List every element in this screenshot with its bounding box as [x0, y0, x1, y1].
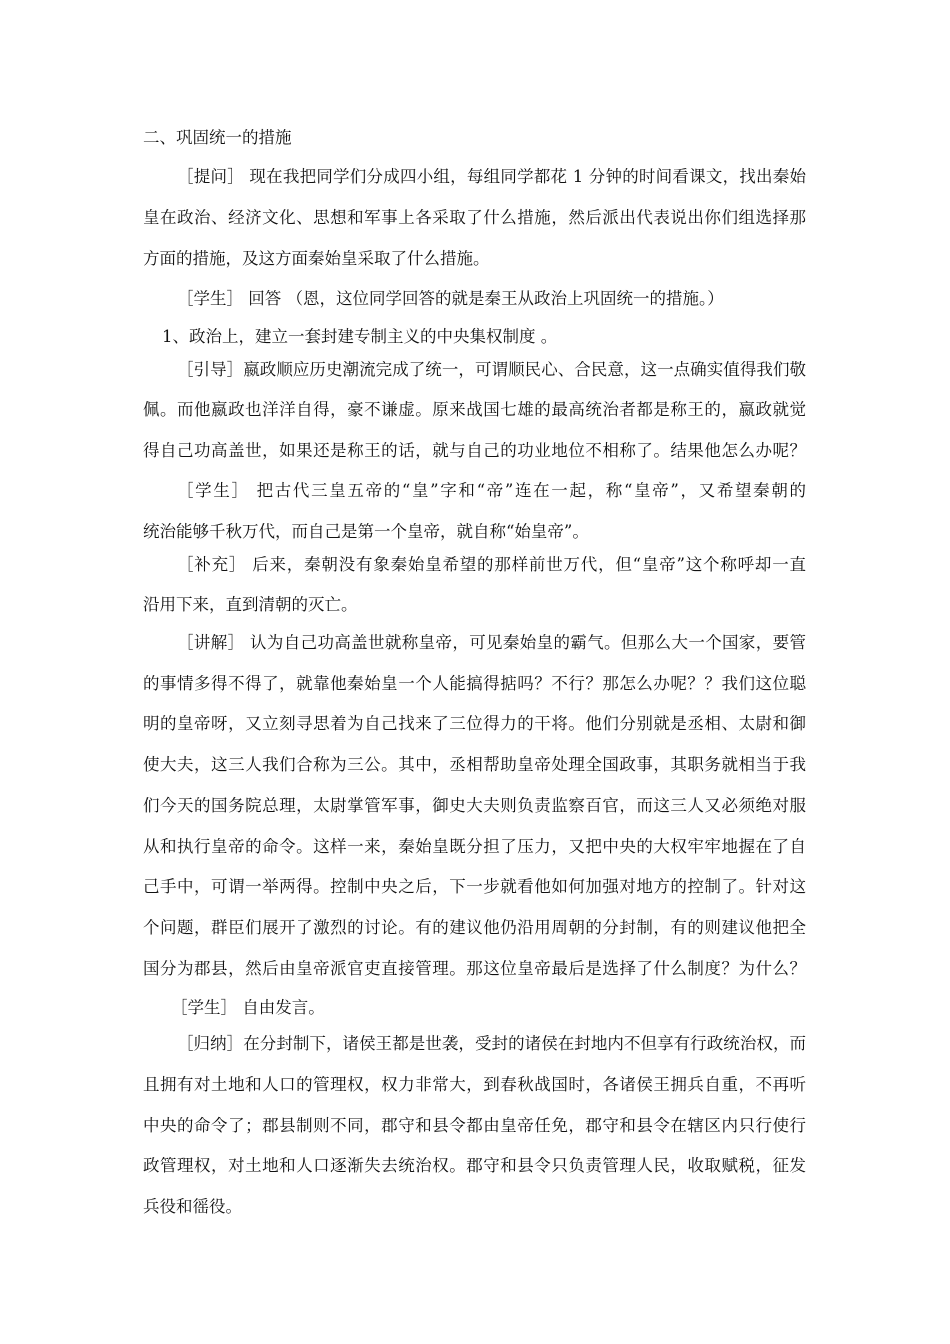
paragraph-line: 的事情多得不得了，就靠他秦始皇一个人能搞得掂吗？不行？那怎么办呢？？我们这位聪	[143, 674, 806, 693]
paragraph-line: 统治能够千秋万代，而自己是第一个皇帝，就自称“始皇帝”。	[143, 522, 589, 541]
paragraph-line: ［补充］ 后来，秦朝没有象秦始皇希望的那样前世万代，但“皇帝”这个称呼却一直	[177, 555, 806, 574]
paragraph-line: ［学生］ 把古代三皇五帝的“皇”字和“帝”连在一起，称“皇帝”，又希望秦朝的	[177, 481, 806, 500]
paragraph-line: ［提问］ 现在我把同学们分成四小组，每组同学都花 1 分钟的时间看课文，找出秦始	[177, 167, 806, 186]
paragraph-line: 得自己功高盖世，如果还是称王的话，就与自己的功业地位不相称了。结果他怎么办呢？	[143, 441, 806, 460]
paragraph-line: 中央的命令了；郡县制则不同，郡守和县令都由皇帝任免，郡守和县令在辖区内只行使行	[143, 1116, 806, 1135]
paragraph-line: 皇在政治、经济文化、思想和军事上各采取了什么措施，然后派出代表说出你们组选择那	[143, 208, 806, 227]
paragraph-line: 且拥有对土地和人口的管理权，权力非常大，到春秋战国时，各诸侯王拥兵自重，不再听	[143, 1075, 806, 1094]
section-heading: 二、巩固统一的措施	[143, 128, 292, 147]
paragraph-line: ［学生］ 回答 （恩，这位同学回答的就是秦王从政治上巩固统一的措施。）	[177, 289, 724, 308]
paragraph-line: 们今天的国务院总理，太尉掌管军事，御史大夫则负责监察百官，而这三人又必须绝对服	[143, 796, 806, 815]
paragraph-line: 政管理权，对土地和人口逐渐失去统治权。郡守和县令只负责管理人民，收取赋税，征发	[143, 1156, 806, 1175]
paragraph-line: 明的皇帝呀，又立刻寻思着为自己找来了三位得力的干将。他们分别就是丞相、太尉和御	[143, 714, 806, 733]
paragraph-line: 沿用下来，直到清朝的灭亡。	[143, 595, 358, 614]
paragraph-line: ［归纳］在分封制下，诸侯王都是世袭，受封的诸侯在封地内不但享有行政统治权，而	[177, 1034, 806, 1053]
paragraph-line: 佩。而他嬴政也洋洋自得，豪不谦虚。原来战国七雄的最高统治者都是称王的，嬴政就觉	[143, 400, 806, 419]
paragraph-line: ［学生］ 自由发言。	[171, 998, 325, 1017]
paragraph-line: 从和执行皇帝的命令。这样一来，秦始皇既分担了压力，又把中央的大权牢牢地握在了自	[143, 837, 806, 856]
paragraph-line: 兵役和徭役。	[143, 1197, 242, 1216]
paragraph-line: 个问题，群臣们展开了激烈的讨论。有的建议他仍沿用周朝的分封制，有的则建议他把全	[143, 918, 806, 937]
paragraph-line: 方面的措施，及这方面秦始皇采取了什么措施。	[143, 249, 490, 268]
subheading-politics: 1、政治上，建立一套封建专制主义的中央集权制度 。	[162, 327, 558, 346]
paragraph-line: ［讲解］ 认为自己功高盖世就称皇帝，可见秦始皇的霸气。但那么大一个国家，要管	[177, 633, 806, 652]
paragraph-line: 己手中，可谓一举两得。控制中央之后，下一步就看他如何加强对地方的控制了。针对这	[143, 877, 806, 896]
paragraph-line: ［引导］嬴政顺应历史潮流完成了统一，可谓顺民心、合民意，这一点确实值得我们敬	[177, 360, 806, 379]
paragraph-line: 国分为郡县，然后由皇帝派官吏直接管理。那这位皇帝最后是选择了什么制度？为什么？	[143, 959, 806, 978]
paragraph-line: 使大夫，这三人我们合称为三公。其中，丞相帮助皇帝处理全国政事，其职务就相当于我	[143, 755, 806, 774]
